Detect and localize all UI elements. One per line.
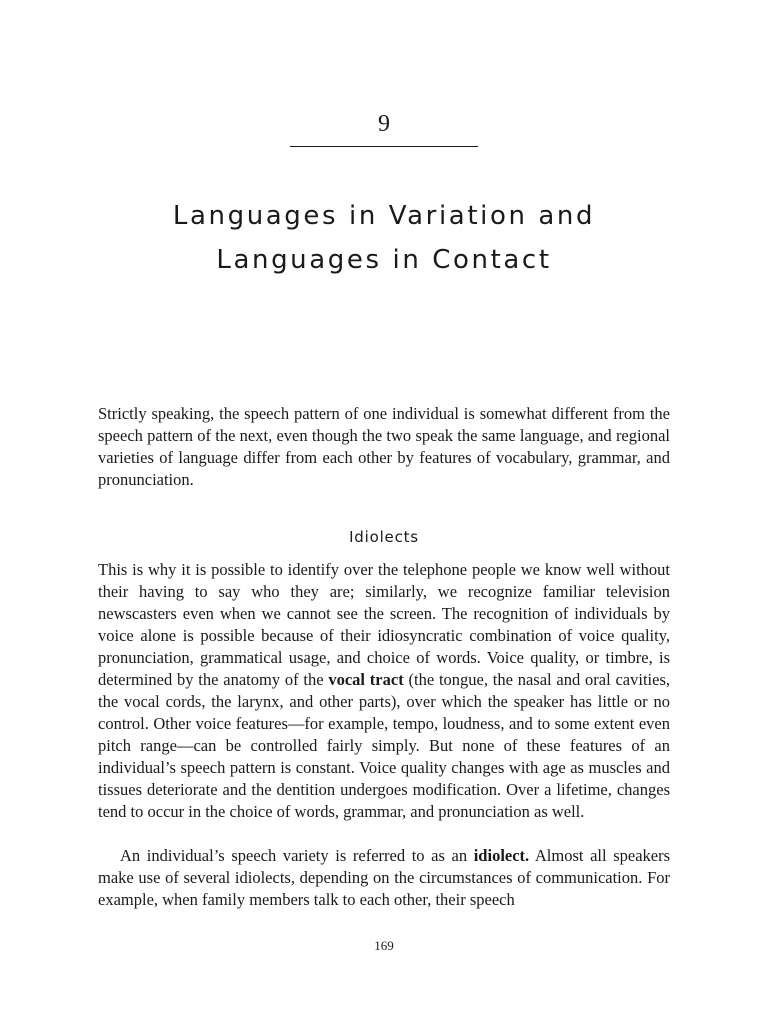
intro-paragraph: Strictly speaking, the speech pattern of one individual is somewhat different from the speech pattern of the next, even though the two speak the same language, and regional varieties of language differ from each other by features of vocabulary, grammar, and pronunciation. bbox=[98, 404, 670, 489]
paragraph-text: An individual’s speech variety is referred to as an bbox=[120, 846, 474, 865]
paragraph-text: (the tongue, the nasal and oral cavities, the vocal cords, the larynx, and other parts), over which the speaker has little or no control. Other voice features—for example, tempo, loudness, and to some extent even pitch range—can be controlled fairly simply. But none of these features of an individual’s speech pattern is constant. Voice quality changes with age as muscles and tissues deteriorate and the dentition undergoes modification. Over a lifetime, changes tend to occur in the choice of words, grammar, and pronunciation as well. bbox=[98, 670, 670, 821]
section-paragraph-1 bbox=[98, 559, 670, 823]
term-idiolect: idiolect. bbox=[473, 846, 530, 865]
chapter-title-line-1: Languages in Variation and bbox=[172, 201, 596, 231]
chapter-rule bbox=[290, 146, 478, 147]
paragraph-text: Almost all speakers make use of several idiolects, depending on the circumstances of communication. For example, when family members talk to each other, their speech bbox=[98, 846, 671, 909]
chapter-title bbox=[0, 194, 768, 282]
chapter-title-line-2: Languages in Contact bbox=[216, 245, 552, 275]
page-number: 169 bbox=[374, 938, 394, 953]
paragraph-text: This is why it is possible to identify over the telephone people we know well without their having to say who they are; similarly, we recognize familiar television newscasters even when we cannot see the screen. The recognition of individuals by voice alone is possible because of their idiosyncratic combination of voice quality, pronunciation, grammatical usage, and choice of words. Voice quality, or timbre, is determined by the anatomy of the bbox=[98, 560, 670, 689]
chapter-number: 9 bbox=[378, 111, 390, 137]
section-heading: Idiolects bbox=[349, 528, 419, 546]
term-vocal-tract: vocal tract bbox=[328, 670, 404, 689]
section-paragraph-2 bbox=[98, 845, 670, 911]
